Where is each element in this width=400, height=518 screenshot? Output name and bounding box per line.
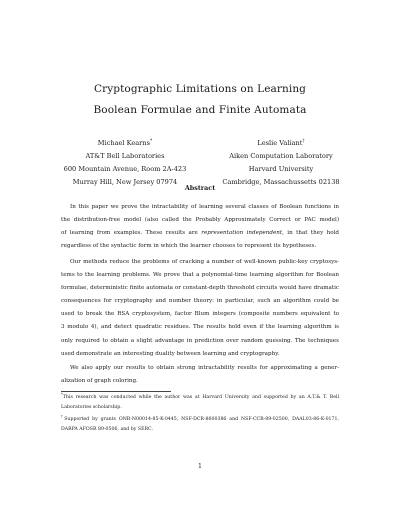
author-block-valiant — [210, 137, 352, 189]
author-name: Leslie Valiant† — [257, 138, 305, 147]
text-line: used to break the RSA cryptosystem, factor Blum integers (composite numbers equivalent to — [61, 311, 339, 318]
footnote-mark: * — [61, 392, 63, 397]
footnote-line: Laboratories scholarship. — [61, 405, 122, 410]
footnote-line: †Supported by grants ONR-N00014-85-K-0445, NSF-DCR-8600386 and NSF-CCR-89-02500, DAAL03-86-K-0171, — [61, 414, 339, 422]
text-line: used demonstrate an interesting duality between learning and cryptography. — [61, 350, 280, 357]
author-name: Michael Kearns* — [97, 138, 153, 147]
emphasis-text: representation independent — [201, 230, 283, 237]
text-line: Our methods reduce the problems of cracking a number of well-known public-key cryptosys- — [70, 259, 339, 265]
author-address-line-1: Harvard University — [248, 165, 314, 173]
footnote-mark: † — [61, 414, 65, 419]
abstract-paragraph-3 — [61, 362, 339, 388]
author-block-kearns — [60, 137, 190, 189]
abstract-heading: Abstract — [184, 184, 216, 192]
text-line: consequences for cryptography and number theory: in particular, such an algorithm could be — [61, 298, 339, 305]
text-line: We also apply our results to obtain strong intractability results for approximating a gener- — [70, 365, 339, 371]
text-line: In this paper we prove the intractability of learning several classes of Boolean functions in — [70, 204, 339, 210]
page-number: 1 — [198, 463, 202, 470]
abstract-paragraph-1 — [61, 201, 339, 253]
author-address-line-2: Cambridge, Massachussetts 02138 — [222, 178, 340, 186]
text-line: the distribution-free model (also called the Probably Approximately Correct or PAC model) — [61, 217, 339, 224]
text-line: of learning from examples. These results are representation independent, in that they hold — [61, 230, 339, 237]
text-line: regardless of the syntactic form in which the learner chooses to represent its hypotheses. — [61, 243, 317, 250]
paper-title-line-1: Cryptographic Limitations on Learning — [93, 83, 306, 95]
paper-title-line-2: Boolean Formulae and Finite Automata — [93, 104, 307, 116]
footnote-line: DARPA AFOSR 89-0506, and by SERC. — [61, 427, 153, 432]
footnote-1 — [61, 393, 339, 413]
text-line: formulae, deterministic finite automata or constant-depth threshold circuits would have dramatic — [61, 285, 339, 292]
footnote-line: *This research was conducted while the author was at Harvard University and supported by an A.T.& T. Bell — [61, 392, 339, 400]
text-line: only required to obtain a slight advantage in prediction over random guessing. The techniques — [61, 337, 339, 344]
text-line: alization of graph coloring. — [61, 378, 138, 385]
text-line: 3 modulo 4), and detect quadratic residues. The results hold even if the learning algorithm is — [61, 324, 339, 331]
author-affiliation: AT&T Bell Laboratories — [85, 152, 165, 160]
author-affiliation: Aiken Computation Laboratory — [229, 152, 333, 160]
author-address-line-1: 600 Mountain Avenue, Room 2A-423 — [63, 165, 187, 173]
footnote-divider — [61, 391, 171, 392]
author-address-line-2: Murray Hill, New Jersey 07974 — [72, 178, 178, 186]
text-line: tems to the learning problems. We prove that a polynomial-time learning algorithm for Boolean — [61, 272, 339, 279]
abstract-paragraph-2 — [61, 256, 339, 361]
footnote-2 — [61, 415, 339, 435]
